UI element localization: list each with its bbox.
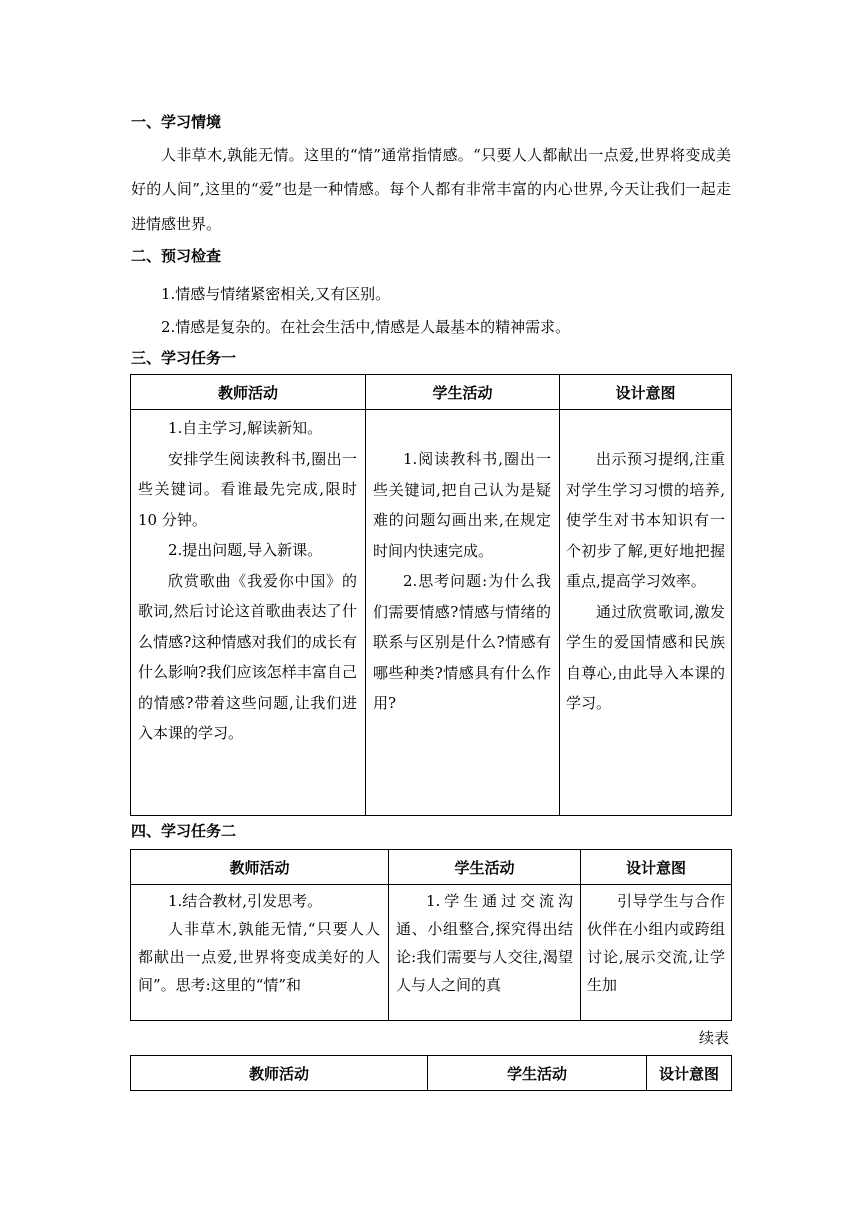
section-heading-1: 一、学习情境	[131, 113, 222, 131]
col-header-student: 学生活动	[428, 1056, 647, 1091]
table-header-row	[131, 375, 732, 410]
col-header-design: 设计意图	[647, 1056, 732, 1091]
col-header-teacher: 教师活动	[131, 1056, 428, 1091]
design-text-1: 出示预习提纲,注重对学生学习习惯的培养,使学生对书本知识有一个初步了解,更好地把握重点,提高学习效率。	[566, 450, 725, 590]
teacher-text-2: 人非草木,孰能无情,“只要人人都献出一点爱,世界将变成美好的人间”。思考:这里的“情”和	[138, 920, 380, 994]
teacher-text-2: 安排学生阅读教科书,圈出一些关键词。看谁最先完成,限时 10 分钟。	[138, 449, 357, 529]
design-text-2: 通过欣赏歌词,激发学生的爱国情感和民族自尊心,由此导入本课的学习。	[566, 602, 725, 712]
design-intent-cell	[560, 410, 732, 816]
teacher-text-1: 1.结合教材,引发思考。	[168, 892, 323, 910]
teacher-activity-cell	[131, 410, 366, 816]
teacher-text-4: 欣赏歌曲《我爱你中国》的歌词,然后讨论这首歌曲表达了什么情感?这种情感对我们的成长有什么影响?我们应该怎样丰富自己的情感?带着这些问题,让我们进入本课的学习。	[138, 571, 357, 742]
col-header-teacher: 教师活动	[131, 850, 389, 885]
col-header-design: 设计意图	[581, 850, 732, 885]
table-row	[131, 885, 732, 1021]
student-text-2: 2.思考问题:为什么我们需要情感?情感与情绪的联系与区别是什么?情感有哪些种类?情感具有什么作用?	[373, 572, 551, 712]
design-intent-cell	[581, 885, 732, 1021]
col-header-student: 学生活动	[366, 375, 560, 410]
table-header-row	[131, 850, 732, 885]
student-text-1: 1.学生通过交流沟通、小组整合,探究得出结论:我们需要与人交往,渴望人与人之间的真	[396, 892, 573, 994]
section-heading-4: 四、学习任务二	[131, 822, 237, 840]
section-heading-3: 三、学习任务一	[131, 349, 237, 367]
col-header-design: 设计意图	[560, 375, 732, 410]
teacher-text-1: 1.自主学习,解读新知。	[168, 419, 323, 437]
teacher-text-3: 2.提出问题,导入新课。	[168, 541, 323, 559]
task-one-table	[130, 374, 732, 816]
design-text-1: 引导学生与合作伙伴在小组内或跨组讨论,展示交流,让学生加	[587, 892, 725, 994]
student-activity-cell	[389, 885, 581, 1021]
section-heading-2: 二、预习检查	[131, 247, 222, 265]
student-text-1: 1.阅读教科书,圈出一些关键词,把自己认为是疑难的问题勾画出来,在规定时间内快速完成。	[373, 450, 551, 560]
continued-label: 续表	[698, 1029, 729, 1047]
continued-table	[130, 1055, 732, 1091]
intro-paragraph: 人非草木,孰能无情。这里的“情”通常指情感。“只要人人都献出一点爱,世界将变成美好的人间”,这里的“爱”也是一种情感。每个人都有非常丰富的内心世界,今天让我们一起走进情感世界。	[131, 146, 731, 233]
student-activity-cell	[366, 410, 560, 816]
preview-item-1: 1.情感与情绪紧密相关,又有区别。	[161, 285, 391, 303]
preview-item-2: 2.情感是复杂的。在社会生活中,情感是人最基本的精神需求。	[161, 318, 571, 336]
table-row	[131, 410, 732, 816]
col-header-student: 学生活动	[389, 850, 581, 885]
col-header-teacher: 教师活动	[131, 375, 366, 410]
task-two-table	[130, 849, 732, 1021]
teacher-activity-cell	[131, 885, 389, 1021]
table-header-row	[131, 1056, 732, 1091]
